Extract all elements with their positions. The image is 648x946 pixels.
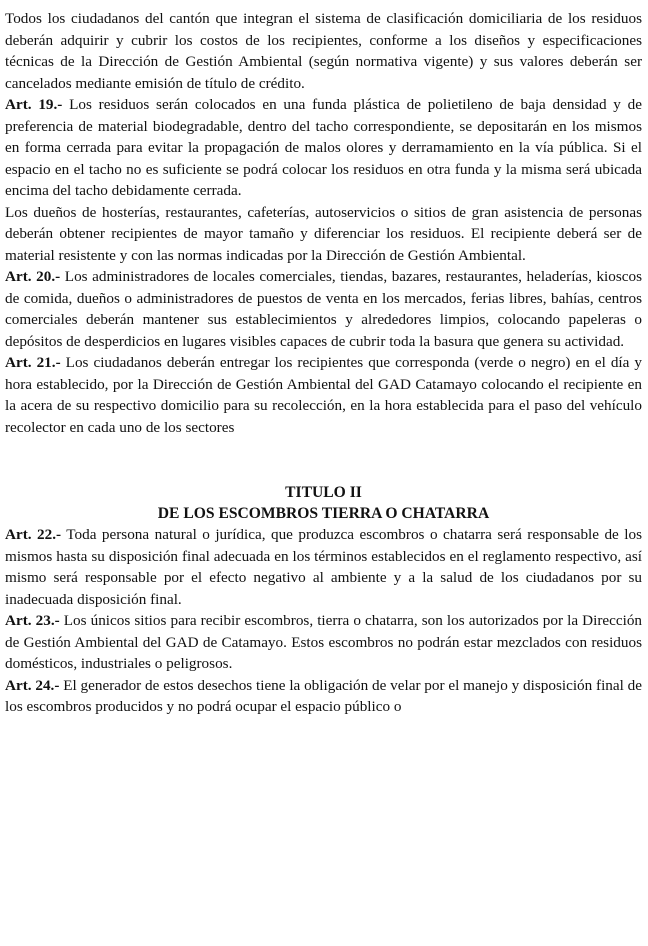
article-label: Art. 24.- [5,676,60,694]
paragraph-recipient-costs [5,8,642,94]
article-label: Art. 20.- [5,268,61,285]
article-text: El generador de estos desechos tiene la obligación de velar por el manejo y disposición final de los escombros producidos y no podrá ocupar el espacio público o [5,676,643,715]
article-label: Art. 21.- [5,354,61,371]
section-subtitle: DE LOS ESCOMBROS TIERRA O CHATARRA [157,505,490,522]
article-22 [5,524,642,610]
article-label: Art. 23.- [5,612,60,629]
article-label: Art. 22.- [5,526,62,543]
paragraph-text: Todos los ciudadanos del cantón que integran el sistema de clasificación domiciliaria de los residuos deberán adquirir y cubrir los costos de los recipientes, conforme a los diseños y especificaciones técnicas de la Dirección de Gestión Ambiental (según normativa vigente) y sus valores deberán ser cancelados mediante emisión de título de crédito. [5,10,642,92]
article-24 [5,675,642,718]
article-19 [5,94,642,202]
article-label: Art. 19.- [5,96,63,113]
article-20 [5,266,642,352]
paragraph-business-owners [5,202,642,267]
article-21 [5,352,642,438]
article-text: Toda persona natural o jurídica, que produzca escombros o chatarra será responsable de los mismos hasta su disposición final adecuada en los términos establecidos en el reglamento respectivo, así mismo será responsable por el efecto negativo al ambiente y a la salud de los ciudadanos por su inadecuada disposición final. [5,526,643,608]
paragraph-text: Los dueños de hosterías, restaurantes, cafeterías, autoservicios o sitios de gran asistencia de personas deberán obtener recipientes de mayor tamaño y diferenciar los residuos. El recipiente deberá ser de material resistente y con las normas indicadas por la Dirección de Gestión Ambiental. [5,203,642,264]
article-text: Los ciudadanos deberán entregar los recipientes que corresponda (verde o negro) en el día y hora establecido, por la Dirección de Gestión Ambiental del GAD Catamayo colocando el recipiente en la acera de su respectivo domicilio para su recolección, en la hora establecida para el paso del vehículo recolector en cada uno de los sectores [5,354,643,436]
section-title: TITULO II [285,484,362,501]
section-heading [5,482,642,524]
article-23 [5,610,642,675]
article-text: Los administradores de locales comerciales, tiendas, bazares, restaurantes, heladerías, kioscos de comida, dueños o administradores de puestos de venta en los mercados, ferias libres, bahías, centros comerciales deberán mantener sus establecimientos y alrededores limpios, colocando papeleras o depósitos de desperdicios en lugares visibles capaces de cubrir toda la basura que genera su actividad. [5,268,643,350]
article-text: Los únicos sitios para recibir escombros, tierra o chatarra, son los autorizados por la Dirección de Gestión Ambiental del GAD de Catamayo. Estos escombros no podrán estar mezclados con residuos domésticos, industriales o peligrosos. [5,612,643,672]
article-text: Los residuos serán colocados en una funda plástica de polietileno de baja densidad y de preferencia de material biodegradable, dentro del tacho correspondiente, se depositarán en los mismos en forma cerrada para evitar la propagación de malos olores y derramamiento en la vía pública. Si el espacio en el tacho no es suficiente se podrá colocar los residuos en otra funda y la misma será ubicada encima del tacho debidamente cerrada. [5,96,642,199]
